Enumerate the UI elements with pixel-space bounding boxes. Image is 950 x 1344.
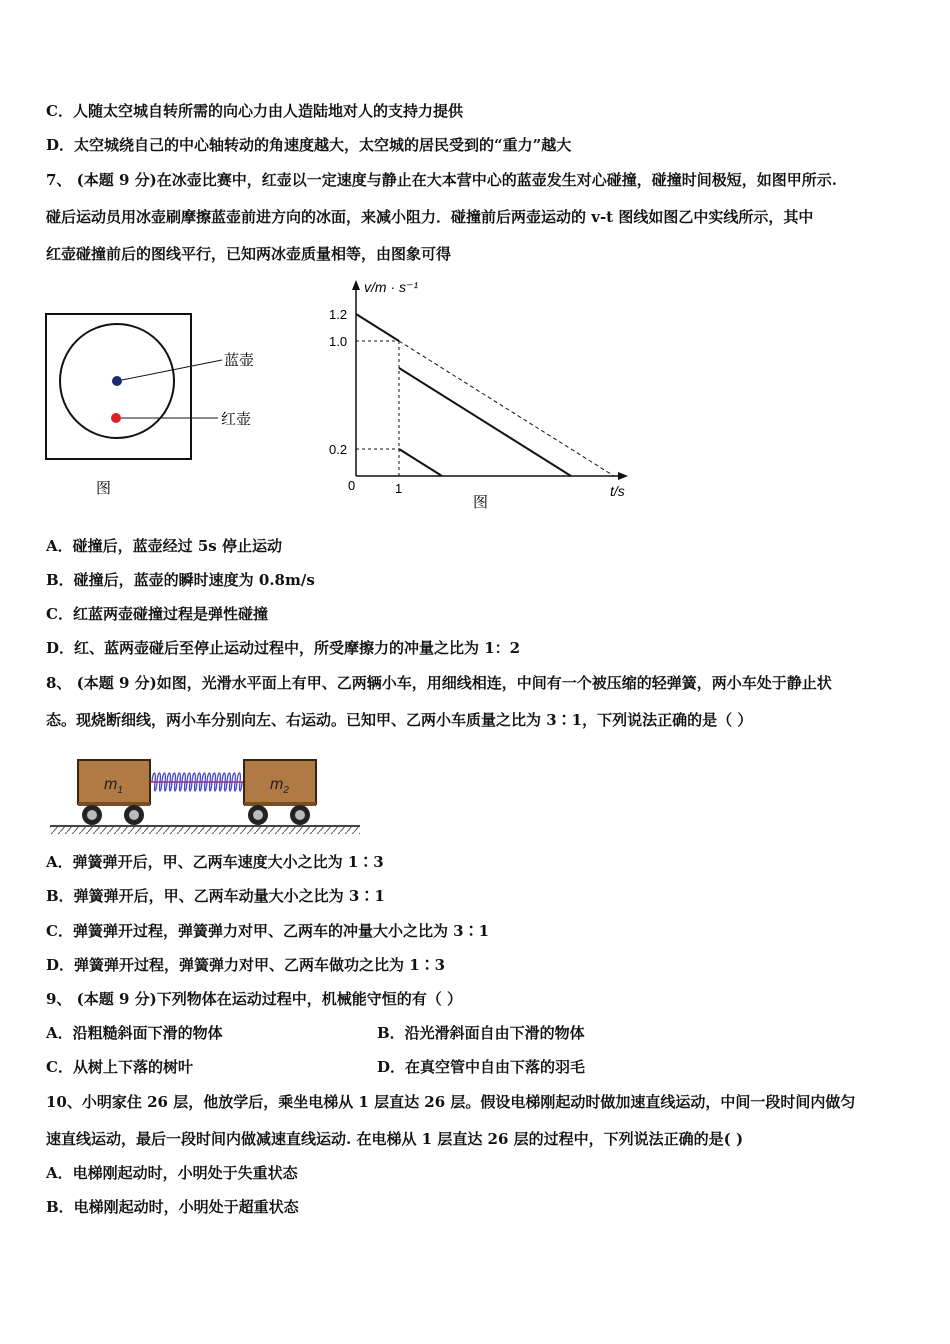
q10-option-a: A．电梯刚起动时，小明处于失重状态 xyxy=(46,1164,298,1182)
red-extension-dashed xyxy=(399,341,614,476)
q6-option-d: D．太空城绕自己的中心轴转动的角速度越大，太空城的居民受到的“重力”越大 xyxy=(46,136,572,154)
blue-stone xyxy=(112,376,122,386)
y-axis-arrow xyxy=(352,280,360,290)
q7-stem-line2: 碰后运动员用冰壶刷摩擦蓝壶前进方向的冰面，来减小阻力．碰撞前后两壶运动的 v-t 图线如图乙中实线所示，其中 xyxy=(46,208,814,226)
figure2-caption: 图 xyxy=(473,494,489,511)
cart-2-mass-label: m xyxy=(270,776,284,793)
cart-2-wheel-right xyxy=(290,805,310,825)
q7-option-c: C．红蓝两壶碰撞过程是弹性碰撞 xyxy=(46,605,268,623)
red-stone xyxy=(111,413,121,423)
q9-option-b: B．沿光滑斜面自由下滑的物体 xyxy=(377,1024,585,1042)
q10-stem-line2: 速直线运动，最后一段时间内做减速直线运动. 在电梯从 1 层直达 26 层的过程中，下列说法正确的是( ) xyxy=(46,1130,744,1148)
q7-stem-line3: 红壶碰撞前后的图线平行，已知两冰壶质量相等，由图象可得 xyxy=(46,245,452,263)
q8-option-b: B．弹簧弹开后，甲、乙两车动量大小之比为 3∶1 xyxy=(46,887,385,905)
q7-option-a: A．碰撞后，蓝壶经过 5s 停止运动 xyxy=(46,537,282,555)
q9-option-d: D．在真空管中自由下落的羽毛 xyxy=(377,1058,586,1076)
vt-chart xyxy=(320,274,640,519)
red-after-line xyxy=(399,449,442,476)
blue-after-line xyxy=(399,368,571,476)
carts-figure xyxy=(46,752,366,842)
tick-label-1-0: 1.0 xyxy=(329,334,348,349)
q9-stem: 9、 (本题 9 分)下列物体在运动过程中，机械能守恒的有（ ） xyxy=(46,990,462,1008)
cart-2-wheel-left xyxy=(248,805,268,825)
curling-house-figure xyxy=(40,305,280,505)
tick-label-1: 1 xyxy=(395,481,403,496)
q10-option-b: B．电梯刚起动时，小明处于超重状态 xyxy=(46,1198,299,1216)
q8-option-d: D．弹簧弹开过程，弹簧弹力对甲、乙两车做功之比为 1∶3 xyxy=(46,956,446,974)
q9-option-c: C．从树上下落的树叶 xyxy=(46,1058,193,1076)
q7-stem-line1: 7、 (本题 9 分)在冰壶比赛中，红壶以一定速度与静止在大本营中心的蓝壶发生对心碰撞，碰撞时间极短，如图甲所示. xyxy=(46,171,837,189)
ground-hatching xyxy=(50,826,360,834)
red-before-line xyxy=(356,314,399,341)
cart-1-mass-subscript: 1 xyxy=(117,785,123,796)
blue-stone-label: 蓝壶 xyxy=(224,352,255,369)
q10-stem-line1: 10、小明家住 26 层，他放学后，乘坐电梯从 1 层直达 26 层。假设电梯刚起动时做加速直线运动，中间一段时间内做匀 xyxy=(46,1093,856,1111)
q8-stem-line2: 态。现烧断细线，两小车分别向左、右运动。已知甲、乙两小车质量之比为 3∶1，下列说法正确的是（ ） xyxy=(46,711,753,729)
q8-stem-line1: 8、 (本题 9 分)如图，光滑水平面上有甲、乙两辆小车，用细线相连，中间有一个被压缩的轻弹簧，两小车处于静止状 xyxy=(46,674,832,692)
q9-option-a: A．沿粗糙斜面下滑的物体 xyxy=(46,1024,223,1042)
tick-label-0: 0 xyxy=(348,478,356,493)
q8-option-a: A．弹簧弹开后，甲、乙两车速度大小之比为 1∶3 xyxy=(46,853,384,871)
x-axis-arrow xyxy=(618,472,628,480)
tick-label-1-2: 1.2 xyxy=(329,307,348,322)
cart-2-mass-subscript: 2 xyxy=(283,785,289,796)
cart-1-wheel-left xyxy=(82,805,102,825)
q7-option-b: B．碰撞后，蓝壶的瞬时速度为 0.8m/s xyxy=(46,571,315,589)
figure1-caption: 图 xyxy=(96,480,112,497)
red-stone-label: 红壶 xyxy=(221,411,252,428)
q7-option-d: D．红、蓝两壶碰后至停止运动过程中，所受摩擦力的冲量之比为 1：2 xyxy=(46,639,521,657)
x-axis-label: t/s xyxy=(610,483,625,499)
q8-option-c: C．弹簧弹开过程，弹簧弹力对甲、乙两车的冲量大小之比为 3∶1 xyxy=(46,922,490,940)
q6-option-c: C．人随太空城自转所需的向心力由人造陆地对人的支持力提供 xyxy=(46,102,463,120)
y-axis-label: v/m · s⁻¹ xyxy=(364,279,419,295)
tick-label-0-2: 0.2 xyxy=(329,442,348,457)
cart-1-mass-label: m xyxy=(104,776,118,793)
cart-1-wheel-right xyxy=(124,805,144,825)
